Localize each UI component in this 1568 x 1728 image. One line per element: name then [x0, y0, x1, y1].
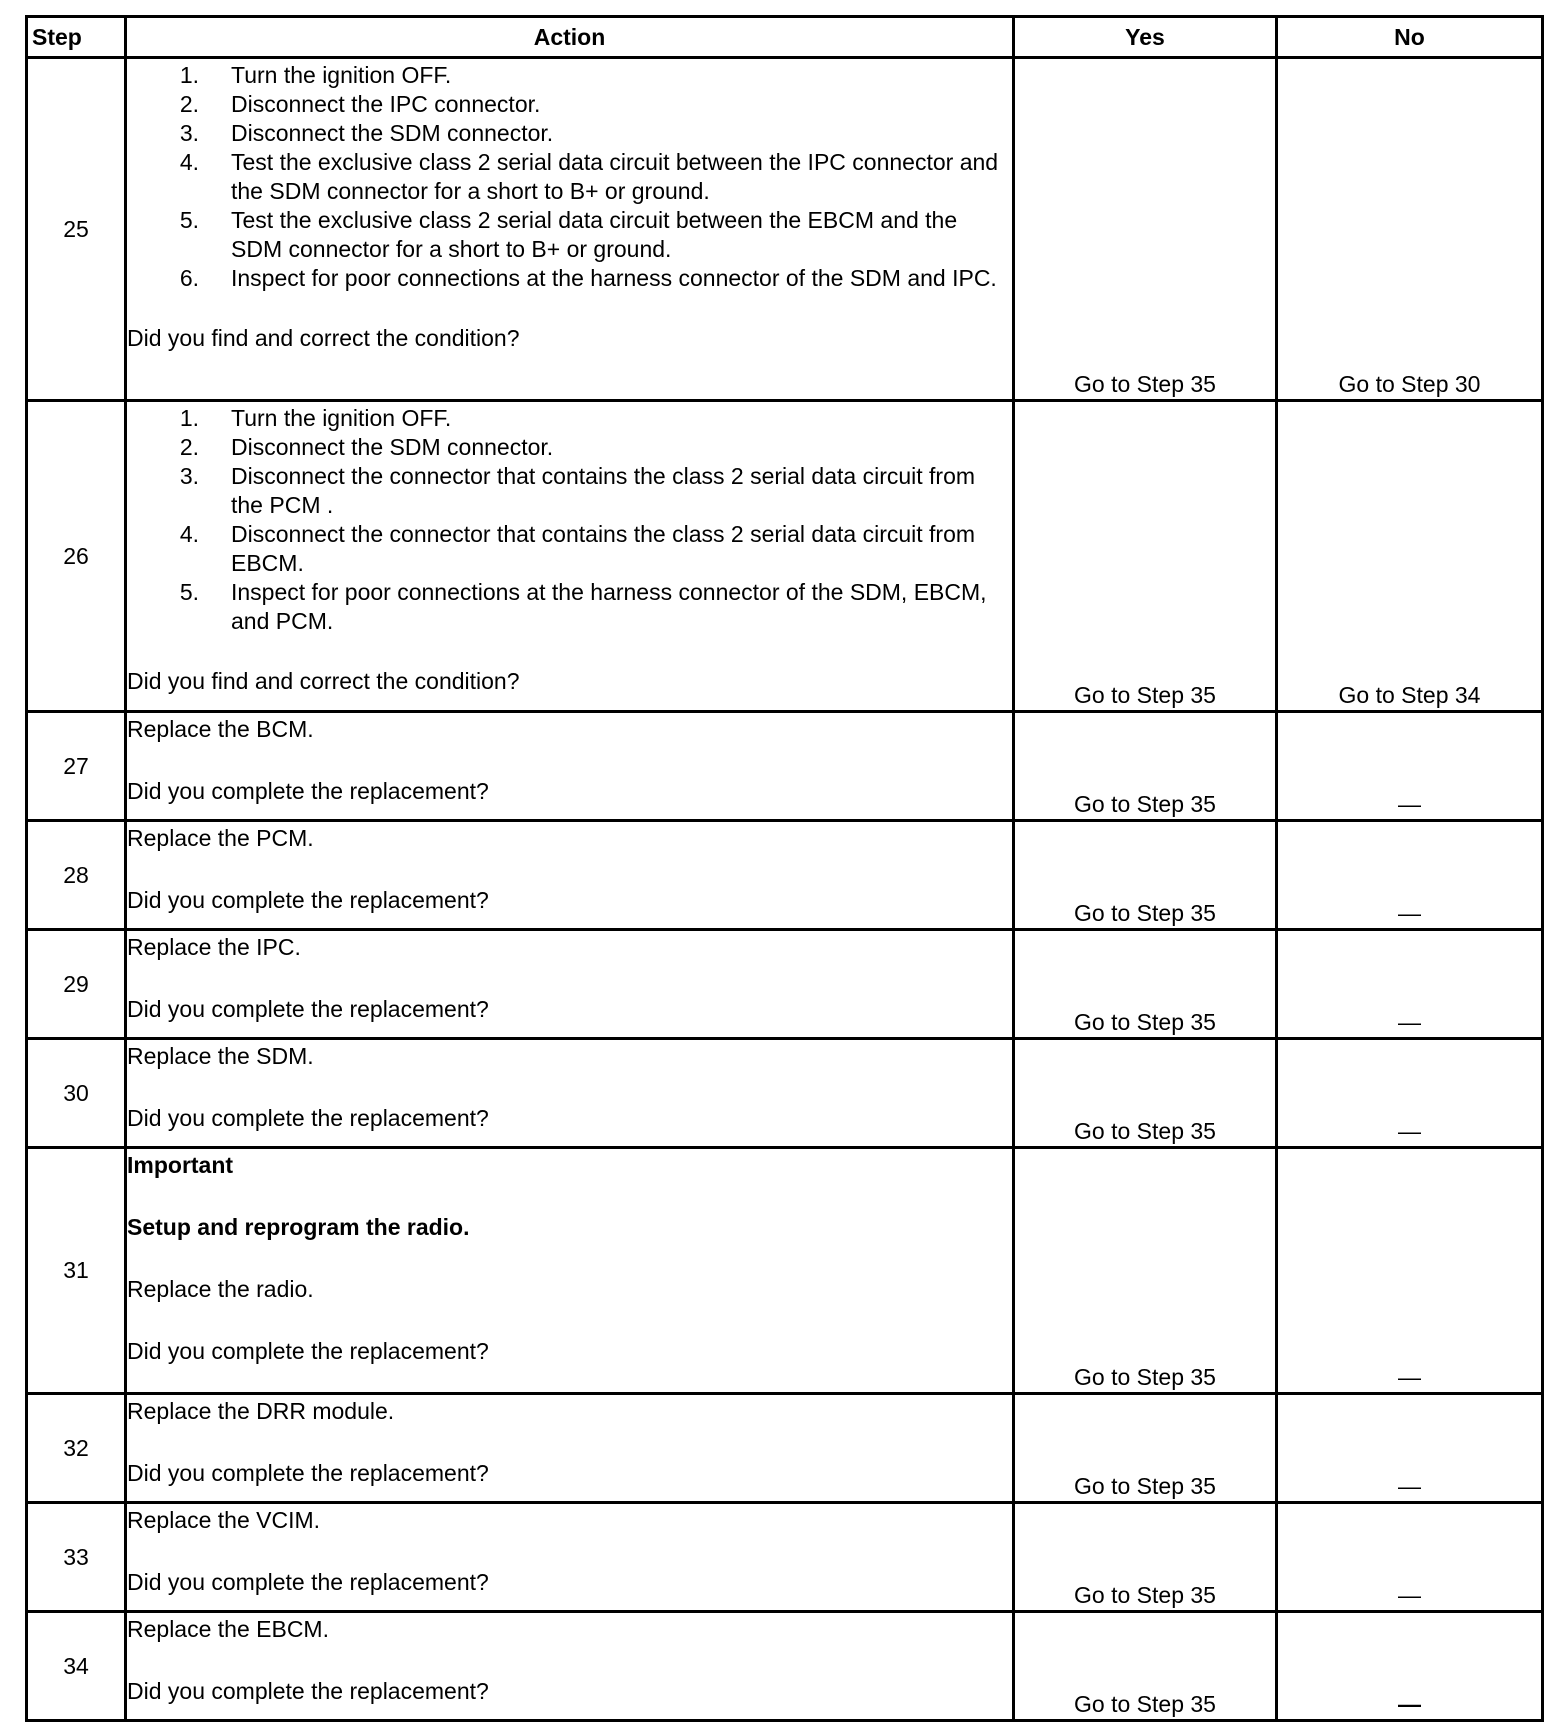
no-result-dash: — [1398, 1364, 1421, 1390]
action-cell [126, 712, 1014, 821]
no-result-dash: — [1398, 1118, 1421, 1144]
no-result [1277, 930, 1543, 1039]
no-result: Go to Step 30 [1277, 58, 1543, 401]
yes-result: Go to Step 35 [1014, 401, 1277, 712]
table-row [27, 1148, 1543, 1394]
no-result [1277, 821, 1543, 930]
table-row [27, 712, 1543, 821]
action-cell [126, 58, 1014, 401]
step-number: 29 [27, 930, 126, 1039]
list-item: 1. Turn the ignition OFF. [179, 405, 452, 431]
action-cell [126, 1394, 1014, 1503]
no-result [1277, 712, 1543, 821]
diagnostic-table [25, 15, 1544, 1722]
no-result-dash: — [1398, 1009, 1421, 1035]
header-action: Action [126, 17, 1014, 58]
no-result [1277, 1503, 1543, 1612]
yes-result: Go to Step 35 [1014, 1039, 1277, 1148]
yes-result: Go to Step 35 [1014, 1612, 1277, 1721]
no-result-dash: — [1398, 1473, 1421, 1499]
step-number: 25 [27, 58, 126, 401]
yes-result: Go to Step 35 [1014, 58, 1277, 401]
yes-result: Go to Step 35 [1014, 1148, 1277, 1394]
header-yes: Yes [1014, 17, 1277, 58]
action-steps-list [127, 61, 1012, 293]
list-item: 3. Disconnect the connector that contains the class 2 serial data circuit from the PCM . [179, 463, 976, 518]
action-question: Did you complete the replacement? [127, 1105, 489, 1131]
action-text: Replace the SDM. [127, 1043, 314, 1069]
list-item: 2. Disconnect the SDM connector. [179, 434, 554, 460]
no-result [1277, 1612, 1543, 1721]
header-step: Step [27, 17, 126, 58]
header-no: No [1277, 17, 1543, 58]
action-cell [126, 821, 1014, 930]
action-cell [126, 1612, 1014, 1721]
table-row [27, 821, 1543, 930]
list-item: 5. Test the exclusive class 2 serial data circuit between the EBCM and the SDM connector for a short to B+ or ground. [179, 207, 958, 262]
yes-result: Go to Step 35 [1014, 1503, 1277, 1612]
step-number: 26 [27, 401, 126, 712]
table-row [27, 930, 1543, 1039]
no-result [1277, 1394, 1543, 1503]
no-result: Go to Step 34 [1277, 401, 1543, 712]
list-item: 4. Disconnect the connector that contains the class 2 serial data circuit from EBCM. [179, 521, 976, 576]
step-number: 32 [27, 1394, 126, 1503]
action-text: Replace the radio. [127, 1276, 314, 1302]
action-question: Did you complete the replacement? [127, 996, 489, 1022]
action-cell [126, 401, 1014, 712]
action-question: Did you complete the replacement? [127, 1338, 489, 1364]
yes-result: Go to Step 35 [1014, 1394, 1277, 1503]
step-number: 27 [27, 712, 126, 821]
list-item: 5. Inspect for poor connections at the harness connector of the SDM, EBCM, and PCM. [179, 579, 987, 634]
table-row [27, 58, 1543, 401]
action-cell [126, 1039, 1014, 1148]
no-result-dash: — [1398, 900, 1421, 926]
list-item: 1. Turn the ignition OFF. [179, 62, 452, 88]
step-number: 28 [27, 821, 126, 930]
no-result-dash: — [1398, 1582, 1421, 1608]
action-cell [126, 1148, 1014, 1394]
yes-result: Go to Step 35 [1014, 821, 1277, 930]
yes-result: Go to Step 35 [1014, 712, 1277, 821]
header-row [27, 17, 1543, 58]
action-cell [126, 930, 1014, 1039]
action-question: Did you complete the replacement? [127, 778, 489, 804]
action-text: Replace the EBCM. [127, 1616, 329, 1642]
table-row [27, 1612, 1543, 1721]
step-number: 33 [27, 1503, 126, 1612]
table-row [27, 1039, 1543, 1148]
action-question: Did you complete the replacement? [127, 1678, 489, 1704]
action-text: Replace the BCM. [127, 716, 314, 742]
action-text: Replace the PCM. [127, 825, 314, 851]
action-cell [126, 1503, 1014, 1612]
yes-result: Go to Step 35 [1014, 930, 1277, 1039]
no-result-dash: — [1398, 1691, 1421, 1717]
action-text: Replace the IPC. [127, 934, 301, 960]
list-item: 4. Test the exclusive class 2 serial data circuit between the IPC connector and the SDM connector for a short to B+ or ground. [179, 149, 999, 204]
step-number: 31 [27, 1148, 126, 1394]
list-item: 6. Inspect for poor connections at the harness connector of the SDM and IPC. [179, 265, 997, 291]
table-row [27, 401, 1543, 712]
action-question: Did you find and correct the condition? [127, 668, 520, 694]
action-question: Did you complete the replacement? [127, 1569, 489, 1595]
table-row [27, 1394, 1543, 1503]
action-question: Did you complete the replacement? [127, 1460, 489, 1486]
important-label: Important [127, 1152, 234, 1178]
table-row [27, 1503, 1543, 1612]
action-question: Did you complete the replacement? [127, 887, 489, 913]
important-note: Setup and reprogram the radio. [127, 1214, 470, 1240]
action-text: Replace the DRR module. [127, 1398, 395, 1424]
list-item: 3. Disconnect the SDM connector. [179, 120, 554, 146]
action-text: Replace the VCIM. [127, 1507, 321, 1533]
list-item: 2. Disconnect the IPC connector. [179, 91, 541, 117]
step-number: 34 [27, 1612, 126, 1721]
no-result [1277, 1039, 1543, 1148]
step-number: 30 [27, 1039, 126, 1148]
action-question: Did you find and correct the condition? [127, 325, 520, 351]
action-steps-list [127, 404, 1012, 636]
no-result [1277, 1148, 1543, 1394]
no-result-dash: — [1398, 791, 1421, 817]
